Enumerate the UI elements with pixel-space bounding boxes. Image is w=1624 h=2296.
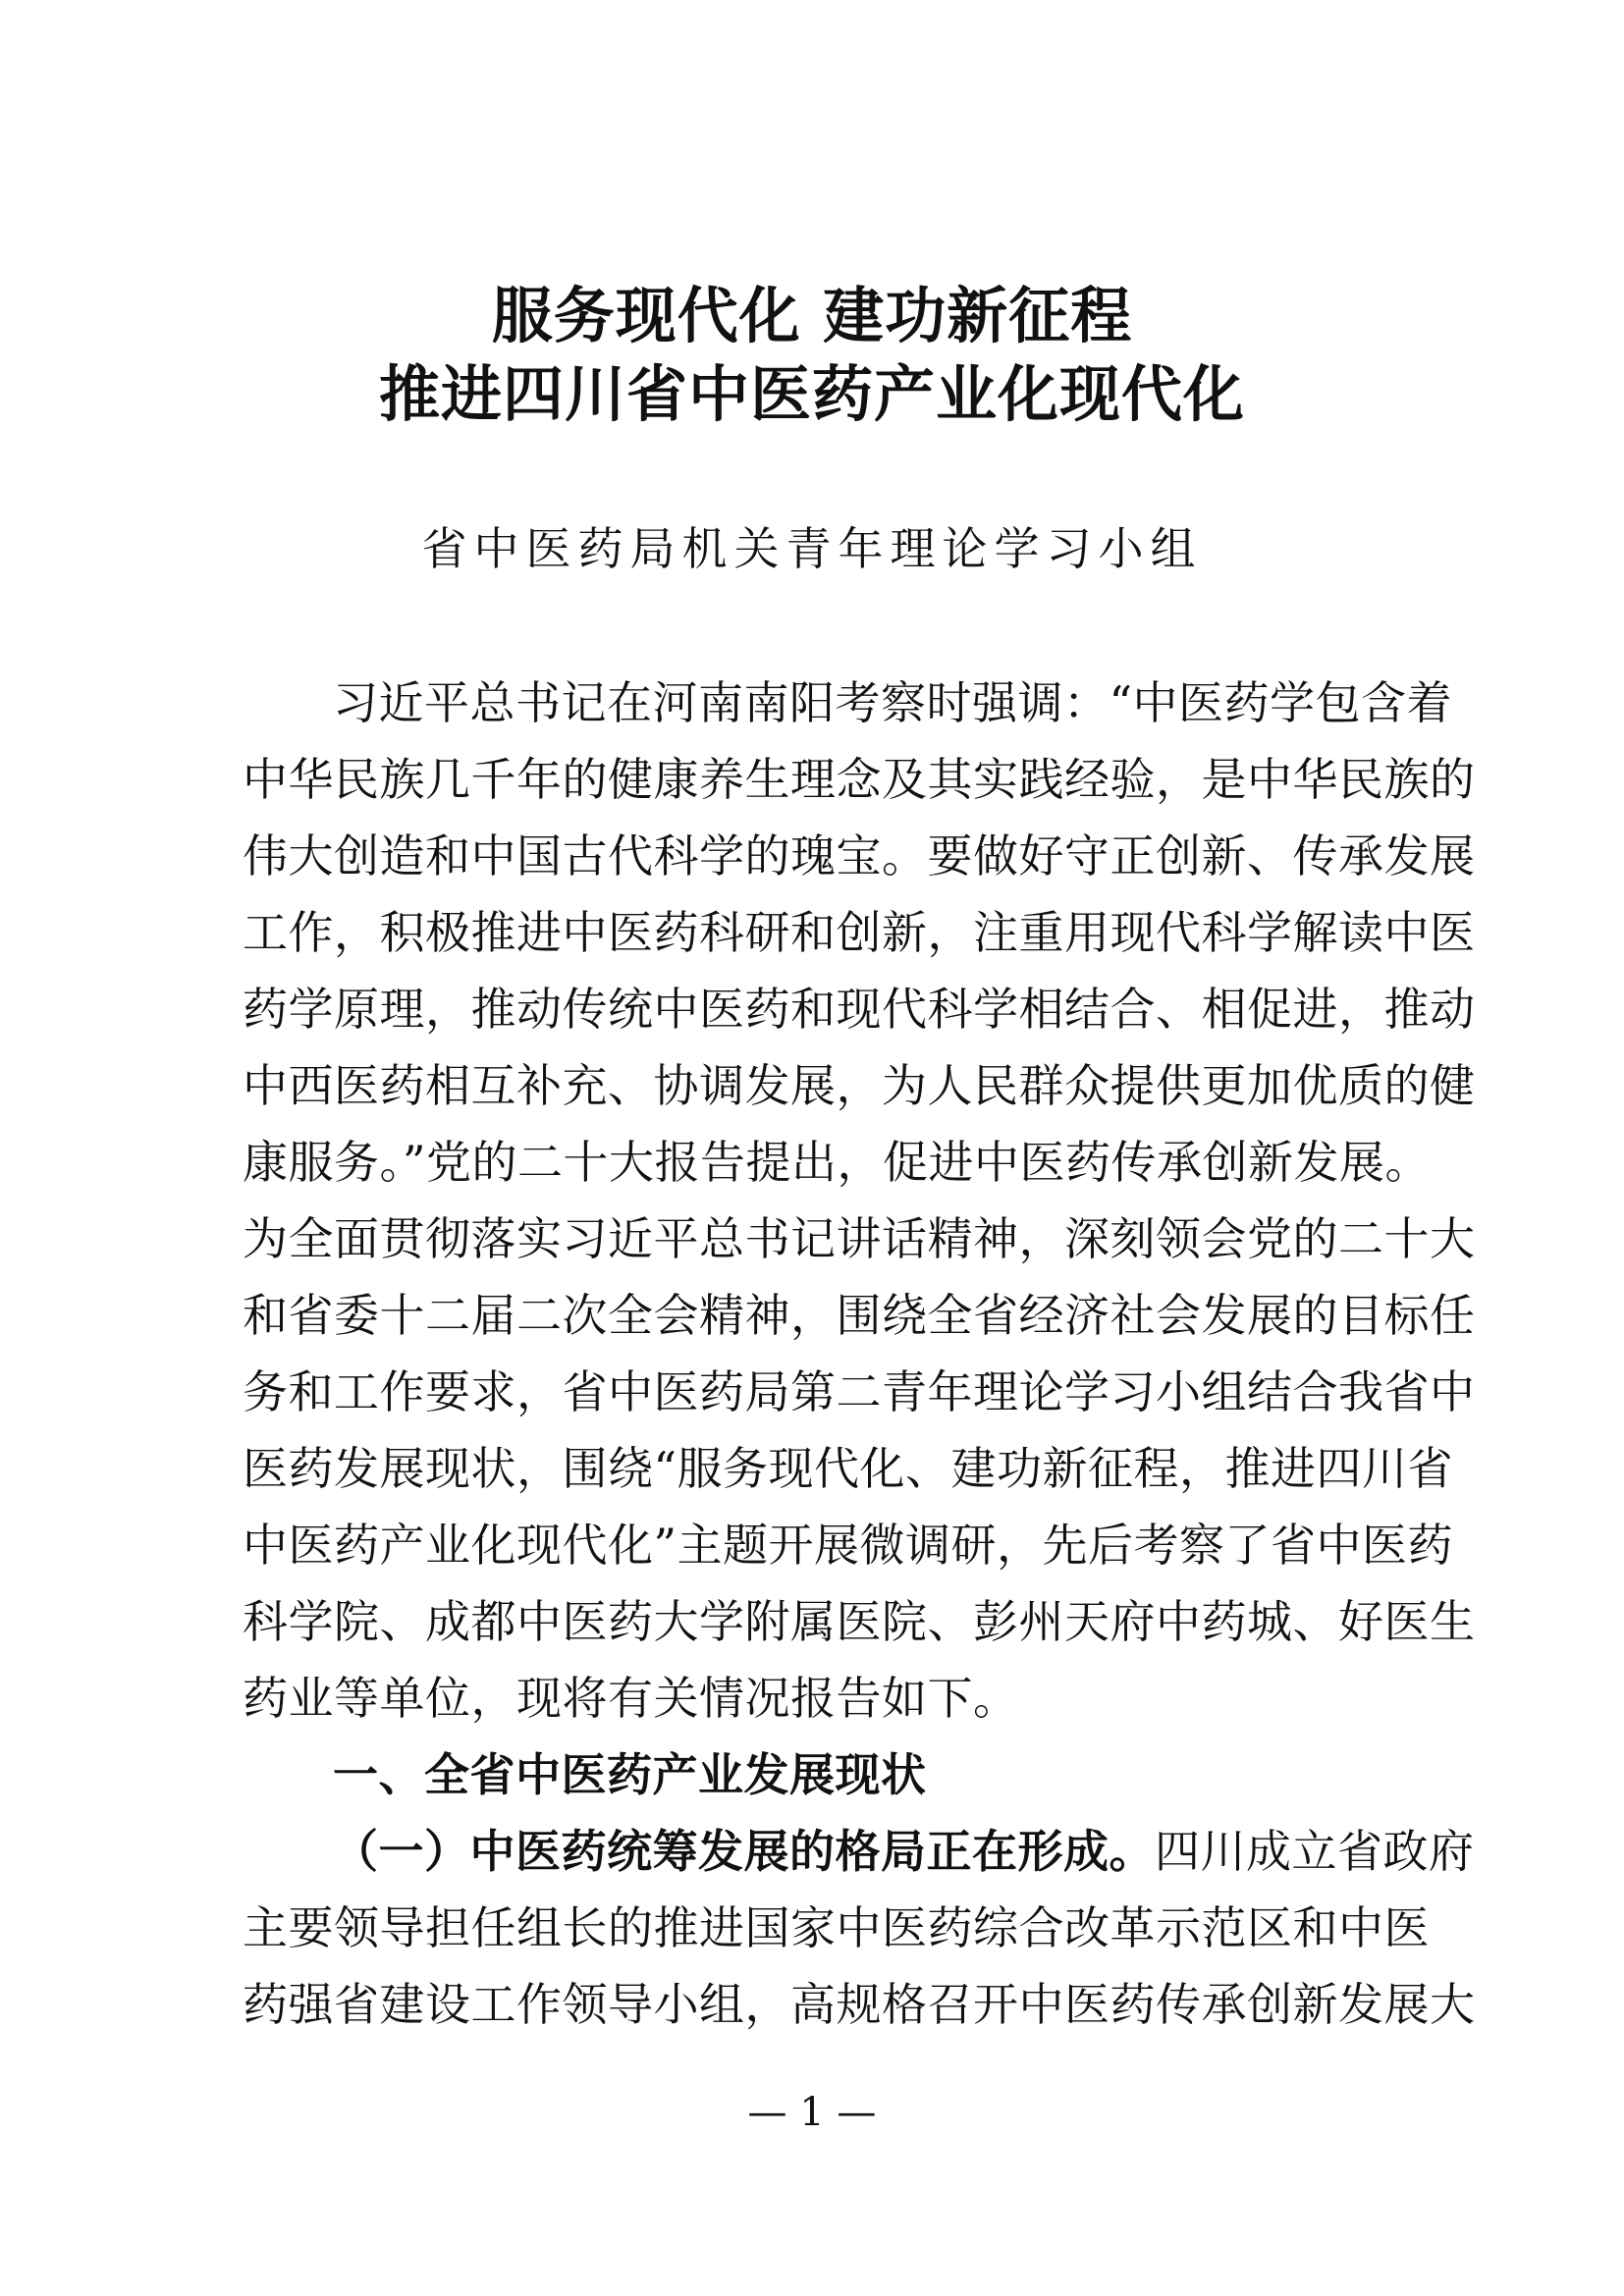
document-title-line-1: 服务现代化 建功新征程 (491, 280, 1133, 351)
page-number: — 1 — (747, 2090, 877, 2135)
paragraph-line: 中西医药相互补充、协调发展，为人民群众提供更加优质的健 (243, 1059, 1476, 1112)
subsection-heading: （一）中医药统筹发展的格局正在形成。 (333, 1825, 1155, 1878)
paragraph-line: 药业等单位，现将有关情况报告如下。 (243, 1672, 1019, 1725)
document-title-line-2: 推进四川省中医药产业化现代化 (378, 358, 1245, 430)
paragraph-line: 习近平总书记在河南南阳考察时强调：“中医药学包含着 (333, 676, 1453, 729)
section-heading: 一、全省中医药产业发展现状 (333, 1748, 927, 1801)
document-body (243, 0, 1476, 2061)
subsection-text: 四川成立省政府 (1155, 1825, 1475, 1878)
paragraph-line: 主要领导担任组长的推进国家中医药综合改革示范区和中医 (243, 1901, 1430, 1954)
paragraph-line: 药学原理，推动传统中医药和现代科学相结合、相促进，推动 (243, 983, 1476, 1036)
paragraph-line: 和省委十二届二次全会精神，围绕全省经济社会发展的目标任 (243, 1289, 1476, 1342)
paragraph-line: 中华民族几千年的健康养生理念及其实践经验，是中华民族的 (243, 753, 1476, 806)
document-byline: 省中医药局机关青年理论学习小组 (421, 522, 1203, 575)
paragraph-line: 工作，积极推进中医药科研和创新，注重用现代科学解读中医 (243, 906, 1476, 959)
subsection-first-line (243, 1816, 1475, 1881)
paragraph-line: 中医药产业化现代化”主题开展微调研，先后考察了省中医药 (243, 1519, 1454, 1572)
paragraph-line: 科学院、成都中医药大学附属医院、彭州天府中药城、好医生 (243, 1595, 1476, 1648)
paragraph-line: 务和工作要求，省中医药局第二青年理论学习小组结合我省中 (243, 1365, 1476, 1418)
paragraph-line: 医药发展现状，围绕“服务现代化、建功新征程，推进四川省 (243, 1442, 1454, 1495)
paragraph-line: 伟大创造和中国古代科学的瑰宝。要做好守正创新、传承发展 (243, 829, 1476, 882)
paragraph-line: 康服务。”党的二十大报告提出，促进中医药传承创新发展。 (243, 1136, 1432, 1189)
paragraph-line: 为全面贯彻落实习近平总书记讲话精神，深刻领会党的二十大 (243, 1212, 1476, 1265)
paragraph-line: 药强省建设工作领导小组，高规格召开中医药传承创新发展大 (243, 1978, 1476, 2031)
